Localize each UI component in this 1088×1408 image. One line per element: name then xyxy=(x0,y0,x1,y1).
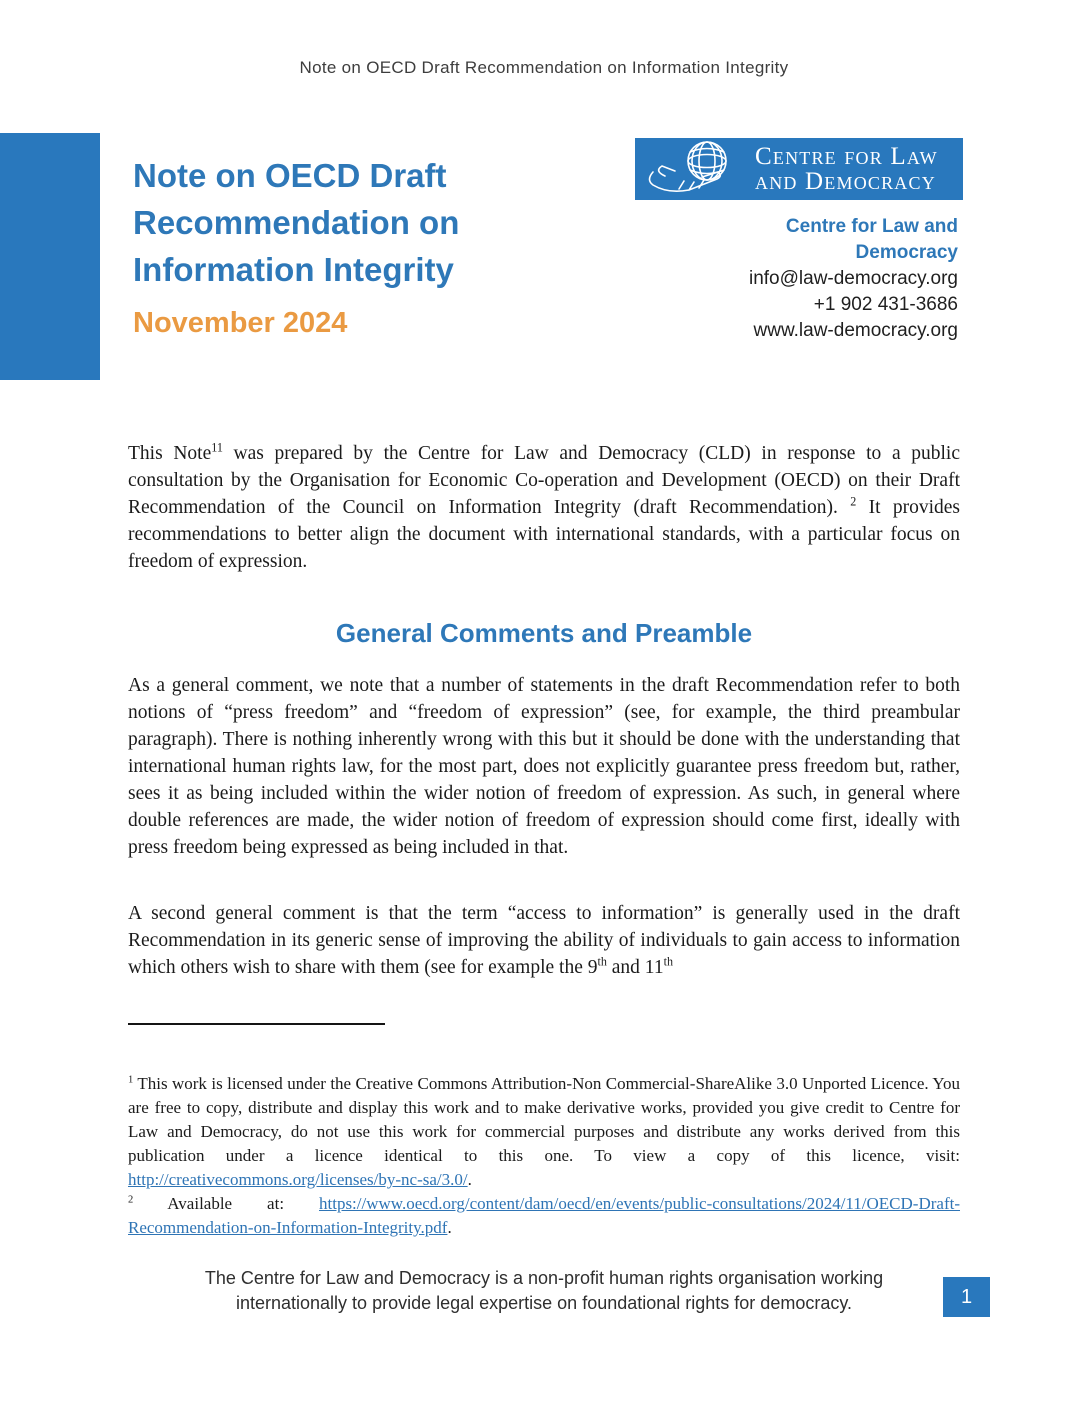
ordinal-11th-suffix: th xyxy=(663,954,673,969)
logo-wordmark-line-2: and Democracy xyxy=(755,168,936,195)
footnote-2 xyxy=(128,1192,960,1240)
footer-line-1: The Centre for Law and Democracy is a non-profit human rights organisation working xyxy=(204,1268,884,1288)
logo-wordmark-line-1: Centre for Law xyxy=(755,143,938,170)
intro-text-start: This Note xyxy=(128,443,212,464)
footnote-1-link[interactable]: http://creativecommons.org/licenses/by-nc-sa/3.0/ xyxy=(128,1170,468,1189)
footnote-2-text: Available at: xyxy=(133,1194,319,1213)
contact-website: www.law-democracy.org xyxy=(753,320,958,341)
footnotes-section xyxy=(128,1072,960,1240)
title-accent-bar xyxy=(0,133,100,380)
second-comment-text-middle: and 11 xyxy=(606,957,664,978)
footnote-1-suffix: . xyxy=(467,1170,472,1189)
second-comment-paragraph xyxy=(128,900,960,981)
running-header: Note on OECD Draft Recommendation on Information Integrity xyxy=(299,58,789,77)
cld-logo-banner xyxy=(635,138,963,200)
page-footer xyxy=(0,1266,1088,1316)
title-block xyxy=(133,152,563,340)
contact-phone: +1 902 431-3686 xyxy=(813,294,958,315)
contact-org-line-1: Centre for Law and xyxy=(785,216,958,237)
general-comment-paragraph: As a general comment, we note that a number of statements in the draft Recommendation refer to both notions of “press freedom” and “freedom of expression” (see, for example, the third preambular paragraph). There is nothing inherently wrong with this but it should be done with the understanding that international human rights law, for the most part, does not explicitly guarantee press freedom but, rather, sees it as being included within the wider notion of freedom of expression. As such, in general where double references are made, the wider notion of freedom of expression should come first, ideally with press freedom being expressed as being included in that. xyxy=(128,675,960,858)
footnote-1 xyxy=(128,1072,960,1192)
footnote-separator-rule xyxy=(128,1023,385,1025)
ordinal-9th-suffix: th xyxy=(597,954,607,969)
footnote-1-text: This work is licensed under the Creative Commons Attribution-Non Commercial-ShareAlike 3.0 Unported Licence. You are free to copy, distribute and display this work and to make derivative works, provided you give credit to Centre for Law and Democracy, do not use this work for commercial purposes and distribute any works derived from this publication under a licence identical to this one. To view a copy of this licence, visit: xyxy=(128,1074,960,1165)
contact-org-line-2: Democracy xyxy=(855,242,958,263)
page-title-line-2: Recommendation on xyxy=(133,204,460,241)
hand-globe-icon xyxy=(645,138,749,201)
document-date: November 2024 xyxy=(133,307,348,339)
footer-line-2: internationally to provide legal expertise on foundational rights for democracy. xyxy=(235,1293,853,1313)
logo-wordmark xyxy=(755,144,938,194)
footnote-ref-2: 2 xyxy=(850,494,857,509)
intro-paragraph xyxy=(128,440,960,575)
footnote-2-marker: 2 xyxy=(128,1194,134,1206)
page-number-badge: 1 xyxy=(943,1277,990,1317)
footnote-2-link[interactable]: https://www.oecd.org/content/dam/oecd/en/events/public-consultations/2024/11/OECD-Draft-Recommendation-on-Information-Integrity.pdf xyxy=(128,1194,960,1237)
section-heading: General Comments and Preamble xyxy=(335,618,753,648)
contact-block xyxy=(749,214,958,344)
contact-email: info@law-democracy.org xyxy=(748,268,958,289)
footnote-2-suffix: . xyxy=(447,1218,452,1237)
intro-text-end: It provides recommendations to better align the document with international standards, with a particular focus on freedom of expression. xyxy=(128,497,960,572)
page-title-line-1: Note on OECD Draft xyxy=(133,157,447,194)
footnote-ref-1: 11 xyxy=(211,440,223,455)
page-title-line-3: Information Integrity xyxy=(133,251,454,288)
intro-text-middle: was prepared by the Centre for Law and Democracy (CLD) in response to a public consultation by the Organisation for Economic Co-operation and Development (OECD) on their Draft Recommendation of the Council on Information Integrity (draft Recommendation). xyxy=(128,443,961,518)
second-comment-text-start: A second general comment is that the term “access to information” is generally used in the draft Recommendation in its generic sense of improving the ability of individuals to gain access to information which others wish to share with them (see for example the 9 xyxy=(128,903,960,978)
footnote-1-marker: 1 xyxy=(128,1074,134,1086)
